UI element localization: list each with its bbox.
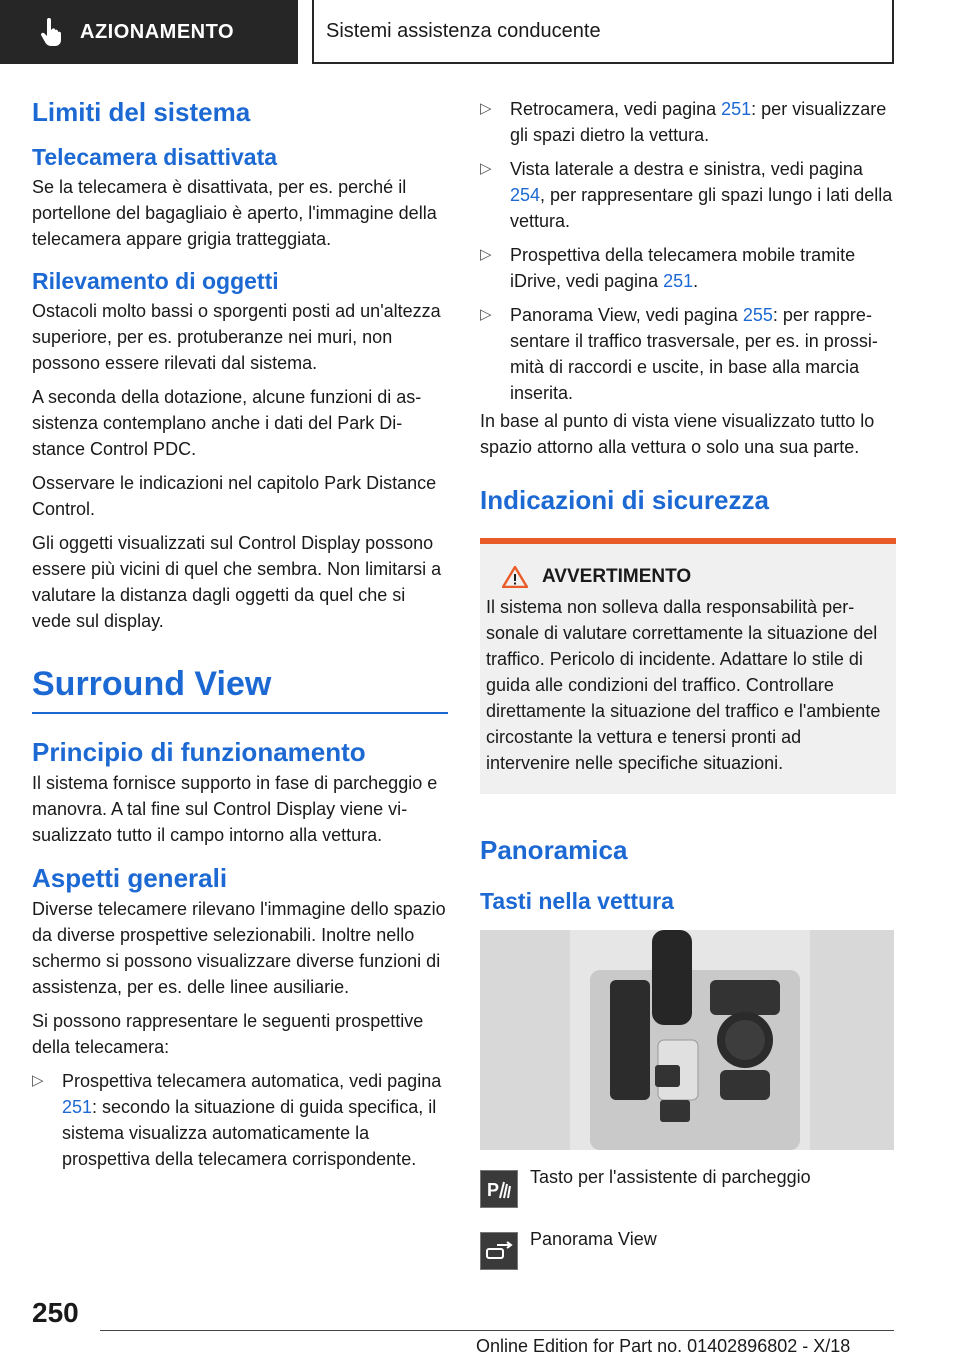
warning-title: AVVERTIMENTO [486, 566, 890, 588]
heading-buttons: Tasti nella vettura [480, 888, 674, 914]
right-column [480, 96, 896, 1294]
panorama-view-button-icon [480, 1232, 518, 1270]
heading-camera-off: Telecamera disattivata [32, 144, 278, 170]
warning-box [480, 538, 896, 794]
page-link[interactable]: 251 [721, 99, 752, 119]
list-item: ▷ Vista laterale a destra e sinistra, vedi pagina 254, per rappresentare gli spazi lungo i lati della vettura. [480, 156, 896, 234]
heading-general: Aspetti generali [32, 863, 228, 893]
legend-panorama-view [480, 1229, 896, 1270]
triangle-bullet-icon: ▷ [480, 306, 492, 323]
header-chapter [312, 0, 894, 64]
heading-object-detection: Rilevamento di oggetti [32, 268, 279, 294]
perspective-list [32, 1068, 448, 1172]
warning-triangle-icon [502, 566, 528, 588]
paragraph: A seconda della dotazione, alcune funzioni di assistenza contemplano anche i dati del Park Distance Control PDC. [32, 387, 422, 459]
section-title: AZIONAMENTO [80, 20, 235, 43]
paragraph: In base al punto di vista viene visualizzato tutto lo spazio attorno alla vettura o solo una sua parte. [480, 411, 875, 457]
triangle-bullet-icon: ▷ [480, 246, 492, 263]
list-item: ▷ Panorama View, vedi pagina 255: per rappresentare il traffico trasversale, per es. in prossimità di raccordi e uscite, in base alla marcia inserita. [480, 302, 896, 406]
paragraph: Diverse telecamere rilevano l'immagine dello spazio da diverse prospettive selezionabili. Inoltre nello schermo si possono visualizzare diverse funzioni di assistenza, per es. delle linee ausiliarie. [32, 899, 446, 997]
heading-principle: Principio di funzionamento [32, 737, 366, 767]
heading-surround-view: Surround View [32, 665, 272, 703]
legend-label: Panorama View [530, 1229, 657, 1249]
list-item: ▷ Prospettiva telecamera automatica, vedi pagina 251: secondo la situazione di guida specifica, il sistema visualizza automaticamente la prospettiva della telecamera corrispondente. [32, 1068, 448, 1172]
paragraph: Se la telecamera è disattivata, per es. perché il portellone del bagagliaio è aperto, l'immagine della telecamera appare grigia tratteggiata. [32, 177, 437, 249]
hand-pointer-icon [40, 18, 62, 46]
paragraph: Ostacoli molto bassi o sporgenti posti ad un'altezza superiore, per es. protuberanze nei muri, non possono essere rilevati dal sistema. [32, 301, 441, 373]
header-section-tab [0, 0, 298, 64]
heading-overview: Panoramica [480, 835, 628, 865]
footer-divider [100, 1330, 894, 1331]
paragraph: Si possono rappresentare le seguenti prospettive della telecamera: [32, 1011, 424, 1057]
perspective-list-cont [480, 96, 896, 406]
legend-parking-assistant [480, 1167, 896, 1208]
heading-safety: Indicazioni di sicurezza [480, 485, 769, 515]
edition-note: Online Edition for Part no. 01402896802 - X/18 [476, 1336, 851, 1356]
triangle-bullet-icon: ▷ [480, 100, 492, 117]
paragraph: Gli oggetti visualizzati sul Control Display possono essere più vicini di quel che sembra. Non limitarsi a valutare la distanza dagli oggetti da quel che si vede sul display. [32, 533, 442, 631]
parking-assistant-button-icon [480, 1170, 518, 1208]
page-link[interactable]: 254 [510, 185, 541, 205]
triangle-bullet-icon: ▷ [480, 160, 492, 177]
heading-underline [32, 712, 448, 714]
list-item: ▷ Prospettiva della telecamera mobile tramite iDrive, vedi pagina 251. [480, 242, 896, 294]
page-link[interactable]: 251 [663, 271, 694, 291]
left-column [32, 96, 448, 1180]
chapter-title: Sistemi assistenza conducente [326, 19, 601, 42]
page-link[interactable]: 255 [742, 305, 773, 325]
triangle-bullet-icon: ▷ [32, 1072, 44, 1089]
list-item: ▷ Retrocamera, vedi pagina 251: per visualizzare gli spazi dietro la vettura. [480, 96, 896, 148]
center-console-photo [480, 930, 894, 1150]
legend-label: Tasto per l'assistente di parcheggio [530, 1167, 811, 1187]
paragraph: Osservare le indicazioni nel capitolo Park Distance Control. [32, 473, 437, 519]
page-number: 250 [32, 1297, 79, 1328]
paragraph: Il sistema fornisce supporto in fase di parcheggio e manovra. A tal fine sul Control Display viene visualizzato tutto il campo intorno alla vettura. [32, 773, 438, 845]
heading-system-limits: Limiti del sistema [32, 97, 251, 127]
warning-text: Il sistema non solleva dalla responsabilità personale di valutare correttamente la situazione del traffico. Pericolo di incidente. Adattare lo stile di guida alle condizioni del traffico. Controllare direttamente la situazione del traffico e l'ambiente circostante la vettura e tenersi pronti ad intervenire nelle specifiche situazioni. [486, 597, 881, 773]
svg-text:P: P [487, 1180, 500, 1200]
page-link[interactable]: 251 [62, 1097, 93, 1117]
